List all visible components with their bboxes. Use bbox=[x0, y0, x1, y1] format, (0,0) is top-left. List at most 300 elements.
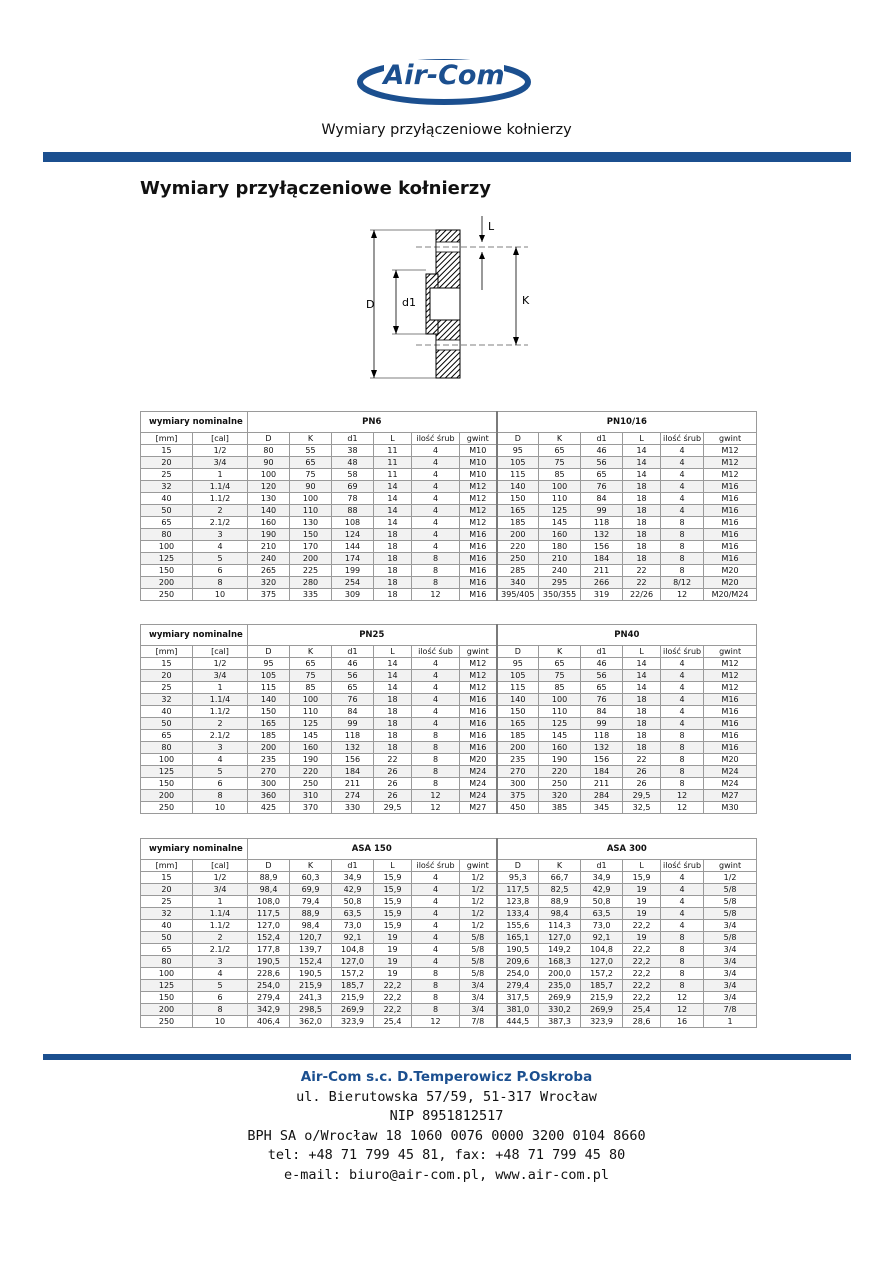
table-cell: 12 bbox=[661, 992, 704, 1004]
table-cell: 8 bbox=[412, 766, 460, 778]
table-row bbox=[141, 790, 757, 802]
table-cell: 323,9 bbox=[581, 1016, 623, 1028]
table-cell: 139,7 bbox=[290, 944, 332, 956]
table-row bbox=[141, 529, 757, 541]
table-cell: 18 bbox=[623, 718, 661, 730]
table-cell: 20 bbox=[141, 670, 193, 682]
table-cell: 235,0 bbox=[539, 980, 581, 992]
table-cell: 5/8 bbox=[704, 932, 757, 944]
table-cell: 152,4 bbox=[248, 932, 290, 944]
table-cell: 65 bbox=[332, 682, 374, 694]
table-row bbox=[141, 541, 757, 553]
table-cell: 100 bbox=[141, 754, 193, 766]
table-cell: 149,2 bbox=[539, 944, 581, 956]
table-cell: 8 bbox=[661, 944, 704, 956]
table-cell: 3/4 bbox=[460, 992, 497, 1004]
table-cell: 42,9 bbox=[581, 884, 623, 896]
table-cell: M16 bbox=[460, 730, 497, 742]
column-header: [cal] bbox=[193, 860, 248, 872]
table-cell: 65 bbox=[581, 682, 623, 694]
column-header: D bbox=[248, 860, 290, 872]
table-cell: 22,2 bbox=[374, 1004, 412, 1016]
table-cell: 18 bbox=[374, 565, 412, 577]
table-cell: 20 bbox=[141, 884, 193, 896]
table-cell: 114,3 bbox=[539, 920, 581, 932]
table-cell: 279,4 bbox=[248, 992, 290, 1004]
table-cell: 124 bbox=[332, 529, 374, 541]
table-cell: 132 bbox=[332, 742, 374, 754]
table-cell: 92,1 bbox=[581, 932, 623, 944]
table-cell: 319 bbox=[581, 589, 623, 601]
table-cell: 25 bbox=[141, 469, 193, 481]
table-cell: 19 bbox=[374, 932, 412, 944]
flange-table-asa150-asa300 bbox=[140, 838, 757, 1028]
table-cell: 3/4 bbox=[704, 968, 757, 980]
table-cell: 18 bbox=[374, 529, 412, 541]
table-cell: 254 bbox=[332, 577, 374, 589]
table-cell: 22,2 bbox=[623, 956, 661, 968]
table-cell: M16 bbox=[460, 742, 497, 754]
table-cell: M27 bbox=[460, 802, 497, 814]
table-cell: M24 bbox=[460, 766, 497, 778]
table-cell: 15 bbox=[141, 872, 193, 884]
table-cell: 280 bbox=[290, 577, 332, 589]
table-cell: 18 bbox=[623, 541, 661, 553]
table-cell: 320 bbox=[248, 577, 290, 589]
table-cell: 269,9 bbox=[539, 992, 581, 1004]
table-cell: M16 bbox=[704, 541, 757, 553]
column-header: d1 bbox=[332, 646, 374, 658]
table-cell: 22,2 bbox=[374, 980, 412, 992]
table-cell: 32,5 bbox=[623, 802, 661, 814]
table-cell: 8 bbox=[661, 778, 704, 790]
table-cell: 16 bbox=[661, 1016, 704, 1028]
table-cell: 14 bbox=[623, 445, 661, 457]
table-cell: 25 bbox=[141, 896, 193, 908]
table-cell: 185 bbox=[497, 517, 539, 529]
table-row bbox=[141, 956, 757, 968]
table-cell: 185 bbox=[497, 730, 539, 742]
table-cell: 4 bbox=[661, 469, 704, 481]
table-cell: 110 bbox=[290, 505, 332, 517]
footer-bank: BPH SA o/Wrocław 18 1060 0076 0000 3200 0104 8660 bbox=[247, 1127, 646, 1144]
table-cell: 25,4 bbox=[374, 1016, 412, 1028]
table-cell: 98,4 bbox=[248, 884, 290, 896]
table-cell: 3/4 bbox=[460, 1004, 497, 1016]
table-cell: 4 bbox=[661, 658, 704, 670]
table-cell: 5/8 bbox=[704, 884, 757, 896]
column-header: gwint bbox=[704, 860, 757, 872]
column-header: [mm] bbox=[141, 860, 193, 872]
table-row bbox=[141, 481, 757, 493]
column-header: K bbox=[290, 860, 332, 872]
column-header: L bbox=[623, 646, 661, 658]
table-cell: 235 bbox=[497, 754, 539, 766]
table-cell: 4 bbox=[661, 694, 704, 706]
table-cell: M16 bbox=[460, 529, 497, 541]
table-cell: 8 bbox=[661, 565, 704, 577]
table-cell: 18 bbox=[623, 505, 661, 517]
table-cell: 110 bbox=[539, 493, 581, 505]
table-cell: 15,9 bbox=[374, 884, 412, 896]
table-cell: 105 bbox=[497, 670, 539, 682]
table-cell: 180 bbox=[539, 541, 581, 553]
table-cell: 99 bbox=[332, 718, 374, 730]
table-cell: 100 bbox=[290, 694, 332, 706]
table-cell: 330,2 bbox=[539, 1004, 581, 1016]
table-cell: 8 bbox=[412, 980, 460, 992]
table-cell: 100 bbox=[290, 493, 332, 505]
table-cell: 25 bbox=[141, 682, 193, 694]
table-cell: M16 bbox=[460, 541, 497, 553]
table-cell: 65 bbox=[539, 445, 581, 457]
table-cell: 18 bbox=[374, 541, 412, 553]
table-cell: 185,7 bbox=[581, 980, 623, 992]
table-cell: 184 bbox=[581, 766, 623, 778]
table-cell: 168,3 bbox=[539, 956, 581, 968]
table-cell: 15,9 bbox=[374, 920, 412, 932]
table-cell: 4 bbox=[412, 505, 460, 517]
column-header: d1 bbox=[332, 433, 374, 445]
table-cell: 10 bbox=[193, 1016, 248, 1028]
table-cell: 4 bbox=[412, 896, 460, 908]
table-cell: 8 bbox=[412, 730, 460, 742]
table-cell: 56 bbox=[581, 670, 623, 682]
table-cell: 69,9 bbox=[290, 884, 332, 896]
table-cell: 26 bbox=[623, 778, 661, 790]
table-cell: 285 bbox=[497, 565, 539, 577]
table-row bbox=[141, 577, 757, 589]
table-cell: 12 bbox=[412, 1016, 460, 1028]
column-header: D bbox=[248, 646, 290, 658]
table-cell: 4 bbox=[412, 872, 460, 884]
table-cell: 46 bbox=[581, 658, 623, 670]
table-cell: M12 bbox=[460, 658, 497, 670]
table-cell: M10 bbox=[460, 445, 497, 457]
table-cell: 165 bbox=[497, 718, 539, 730]
table-cell: 4 bbox=[412, 658, 460, 670]
column-header: ilość śub bbox=[412, 646, 460, 658]
table-cell: 18 bbox=[374, 742, 412, 754]
table-cell: 279,4 bbox=[497, 980, 539, 992]
table-cell: 3/4 bbox=[704, 920, 757, 932]
table-cell: 28,6 bbox=[623, 1016, 661, 1028]
table-cell: 199 bbox=[332, 565, 374, 577]
table-row bbox=[141, 505, 757, 517]
table-cell: 25,4 bbox=[623, 1004, 661, 1016]
table-cell: M16 bbox=[704, 529, 757, 541]
table-cell: M24 bbox=[460, 790, 497, 802]
table-cell: 240 bbox=[539, 565, 581, 577]
table-row bbox=[141, 694, 757, 706]
table-cell: 22 bbox=[623, 754, 661, 766]
table-cell: 8 bbox=[193, 577, 248, 589]
table-cell: 58 bbox=[332, 469, 374, 481]
table-cell: M10 bbox=[460, 469, 497, 481]
table-cell: 3/4 bbox=[704, 980, 757, 992]
table-row bbox=[141, 670, 757, 682]
table-cell: 190 bbox=[248, 529, 290, 541]
table-cell: 127,0 bbox=[248, 920, 290, 932]
table-cell: 80 bbox=[141, 742, 193, 754]
table-cell: M16 bbox=[704, 553, 757, 565]
table-cell: 2 bbox=[193, 718, 248, 730]
table-cell: M16 bbox=[704, 706, 757, 718]
table-cell: 14 bbox=[374, 493, 412, 505]
table-cell: M16 bbox=[460, 577, 497, 589]
table-cell: 110 bbox=[290, 706, 332, 718]
table-cell: 2.1/2 bbox=[193, 517, 248, 529]
table-row bbox=[141, 980, 757, 992]
table-cell: 165 bbox=[248, 718, 290, 730]
table-cell: 40 bbox=[141, 493, 193, 505]
table-cell: M20/M24 bbox=[704, 589, 757, 601]
table-cell: 3/4 bbox=[193, 670, 248, 682]
table-cell: 254,0 bbox=[497, 968, 539, 980]
table-cell: M24 bbox=[704, 766, 757, 778]
footer-email: e-mail: biuro@air-com.pl, www.air-com.pl bbox=[283, 1166, 610, 1183]
label-d1: d1 bbox=[402, 296, 416, 309]
table-cell: M16 bbox=[704, 517, 757, 529]
column-header: K bbox=[539, 646, 581, 658]
table-cell: 160 bbox=[248, 517, 290, 529]
table-cell: 4 bbox=[661, 493, 704, 505]
table-cell: 335 bbox=[290, 589, 332, 601]
table-cell: 5 bbox=[193, 766, 248, 778]
table-row bbox=[141, 944, 757, 956]
group-header: PN10/16 bbox=[497, 412, 757, 433]
table-cell: 250 bbox=[141, 1016, 193, 1028]
table-cell: 19 bbox=[374, 968, 412, 980]
column-header: d1 bbox=[581, 433, 623, 445]
table-cell: 265 bbox=[248, 565, 290, 577]
table-cell: M16 bbox=[704, 505, 757, 517]
table-cell: 127,0 bbox=[539, 932, 581, 944]
table-cell: 211 bbox=[581, 778, 623, 790]
table-cell: 3/4 bbox=[704, 944, 757, 956]
table-cell: 8 bbox=[661, 956, 704, 968]
column-header: L bbox=[374, 860, 412, 872]
table-cell: 200 bbox=[497, 742, 539, 754]
table-cell: M20 bbox=[704, 754, 757, 766]
table-cell: 350/355 bbox=[539, 589, 581, 601]
header-subtitle: Wymiary przyłączeniowe kołnierzy bbox=[321, 122, 572, 138]
table-cell: 190,5 bbox=[290, 968, 332, 980]
table-cell: 100 bbox=[539, 481, 581, 493]
table-cell: 5/8 bbox=[460, 968, 497, 980]
table-cell: 4 bbox=[661, 457, 704, 469]
table-cell: 130 bbox=[248, 493, 290, 505]
table-cell: 69 bbox=[332, 481, 374, 493]
table-cell: 157,2 bbox=[332, 968, 374, 980]
flange-diagram bbox=[356, 212, 531, 387]
table-cell: 95 bbox=[497, 445, 539, 457]
table-cell: M12 bbox=[704, 457, 757, 469]
table-cell: 150 bbox=[248, 706, 290, 718]
table-cell: 50,8 bbox=[332, 896, 374, 908]
table-cell: M12 bbox=[704, 658, 757, 670]
table-cell: 310 bbox=[290, 790, 332, 802]
table-cell: 95,3 bbox=[497, 872, 539, 884]
table-cell: 46 bbox=[581, 445, 623, 457]
table-cell: 150 bbox=[141, 565, 193, 577]
column-header: K bbox=[539, 433, 581, 445]
table-cell: 1.1/4 bbox=[193, 908, 248, 920]
table-cell: 200 bbox=[141, 577, 193, 589]
table-cell: 1 bbox=[193, 682, 248, 694]
table-row bbox=[141, 730, 757, 742]
table-cell: 125 bbox=[539, 505, 581, 517]
table-cell: 73,0 bbox=[581, 920, 623, 932]
table-cell: 22,2 bbox=[623, 968, 661, 980]
table-cell: M24 bbox=[704, 778, 757, 790]
table-cell: 4 bbox=[661, 505, 704, 517]
table-cell: 104,8 bbox=[581, 944, 623, 956]
table-cell: 120,7 bbox=[290, 932, 332, 944]
column-header: [cal] bbox=[193, 433, 248, 445]
column-header: [mm] bbox=[141, 433, 193, 445]
table-cell: 32 bbox=[141, 694, 193, 706]
table-cell: 130 bbox=[290, 517, 332, 529]
footer bbox=[0, 1068, 893, 1185]
table-cell: M12 bbox=[460, 517, 497, 529]
table-cell: 215,9 bbox=[332, 992, 374, 1004]
column-header: D bbox=[497, 860, 539, 872]
table-cell: 115 bbox=[497, 469, 539, 481]
table-cell: 14 bbox=[374, 517, 412, 529]
table-cell: 92,1 bbox=[332, 932, 374, 944]
table-cell: 375 bbox=[497, 790, 539, 802]
label-D: D bbox=[366, 298, 375, 311]
table-cell: 160 bbox=[539, 742, 581, 754]
table-row bbox=[141, 968, 757, 980]
table-cell: 127,0 bbox=[332, 956, 374, 968]
table-cell: 1/2 bbox=[193, 658, 248, 670]
table-cell: M12 bbox=[704, 670, 757, 682]
table-cell: 215,9 bbox=[581, 992, 623, 1004]
table-cell: 56 bbox=[581, 457, 623, 469]
table-cell: 75 bbox=[290, 469, 332, 481]
table-cell: 4 bbox=[661, 445, 704, 457]
nominal-header: wymiary nominalne bbox=[141, 625, 248, 646]
table-cell: 156 bbox=[581, 754, 623, 766]
table-cell: 22 bbox=[374, 754, 412, 766]
table-cell: 375 bbox=[248, 589, 290, 601]
table-row bbox=[141, 718, 757, 730]
table-cell: 1 bbox=[704, 1016, 757, 1028]
table-cell: 22,2 bbox=[623, 920, 661, 932]
column-header: ilość śrub bbox=[661, 433, 704, 445]
table-cell: 1/2 bbox=[460, 872, 497, 884]
table-cell: 4 bbox=[661, 896, 704, 908]
table-cell: 8 bbox=[661, 517, 704, 529]
table-cell: 1.1/4 bbox=[193, 694, 248, 706]
table-cell: 4 bbox=[412, 457, 460, 469]
flange-table-pn6-pn10-16 bbox=[140, 411, 757, 601]
table-cell: 1/2 bbox=[193, 872, 248, 884]
table-cell: 190,5 bbox=[248, 956, 290, 968]
table-cell: 190,5 bbox=[497, 944, 539, 956]
column-header: gwint bbox=[704, 646, 757, 658]
table-cell: 360 bbox=[248, 790, 290, 802]
logo-text: Air-Com bbox=[383, 60, 505, 91]
table-cell: 211 bbox=[332, 778, 374, 790]
table-cell: 200 bbox=[248, 742, 290, 754]
table-cell: 444,5 bbox=[497, 1016, 539, 1028]
nominal-header: wymiary nominalne bbox=[141, 839, 248, 860]
table-cell: 18 bbox=[623, 493, 661, 505]
table-cell: 63,5 bbox=[581, 908, 623, 920]
table-cell: 220 bbox=[290, 766, 332, 778]
table-cell: 3 bbox=[193, 529, 248, 541]
table-row bbox=[141, 706, 757, 718]
table-cell: 1.1/4 bbox=[193, 481, 248, 493]
flange-table-pn25-pn40 bbox=[140, 624, 757, 814]
table-row bbox=[141, 754, 757, 766]
table-cell: 65 bbox=[539, 658, 581, 670]
column-header: L bbox=[374, 433, 412, 445]
table-cell: 26 bbox=[374, 778, 412, 790]
table-cell: 8 bbox=[661, 968, 704, 980]
column-header: ilość śrub bbox=[661, 646, 704, 658]
table-cell: 342,9 bbox=[248, 1004, 290, 1016]
table-cell: M16 bbox=[704, 718, 757, 730]
table-cell: 4 bbox=[412, 706, 460, 718]
table-cell: 127,0 bbox=[581, 956, 623, 968]
table-cell: 2.1/2 bbox=[193, 730, 248, 742]
table-cell: 8 bbox=[193, 790, 248, 802]
footer-divider bbox=[43, 1054, 851, 1060]
table-cell: 15,9 bbox=[374, 896, 412, 908]
table-cell: 323,9 bbox=[332, 1016, 374, 1028]
table-cell: 22,2 bbox=[623, 980, 661, 992]
table-cell: 3 bbox=[193, 956, 248, 968]
table-cell: 4 bbox=[412, 920, 460, 932]
table-cell: 11 bbox=[374, 445, 412, 457]
table-cell: 145 bbox=[539, 730, 581, 742]
table-row bbox=[141, 445, 757, 457]
table-cell: 406,4 bbox=[248, 1016, 290, 1028]
table-cell: 345 bbox=[581, 802, 623, 814]
table-cell: 40 bbox=[141, 706, 193, 718]
table-cell: 8 bbox=[412, 778, 460, 790]
table-cell: 18 bbox=[374, 706, 412, 718]
table-cell: 84 bbox=[581, 493, 623, 505]
column-header: d1 bbox=[581, 646, 623, 658]
table-cell: M10 bbox=[460, 457, 497, 469]
table-cell: 88,9 bbox=[248, 872, 290, 884]
table-cell: 2 bbox=[193, 505, 248, 517]
table-cell: 144 bbox=[332, 541, 374, 553]
table-cell: 4 bbox=[412, 541, 460, 553]
table-cell: 46 bbox=[332, 658, 374, 670]
table-cell: 340 bbox=[497, 577, 539, 589]
table-cell: M12 bbox=[704, 469, 757, 481]
table-cell: 26 bbox=[374, 790, 412, 802]
table-row bbox=[141, 457, 757, 469]
table-row bbox=[141, 884, 757, 896]
table-cell: 3/4 bbox=[704, 992, 757, 1004]
table-cell: 156 bbox=[332, 754, 374, 766]
table-cell: 118 bbox=[581, 517, 623, 529]
table-cell: M12 bbox=[704, 445, 757, 457]
table-cell: 12 bbox=[661, 1004, 704, 1016]
table-cell: 5/8 bbox=[460, 944, 497, 956]
table-cell: 99 bbox=[581, 718, 623, 730]
table-cell: 105 bbox=[248, 670, 290, 682]
table-cell: 7/8 bbox=[460, 1016, 497, 1028]
table-cell: 1.1/2 bbox=[193, 493, 248, 505]
